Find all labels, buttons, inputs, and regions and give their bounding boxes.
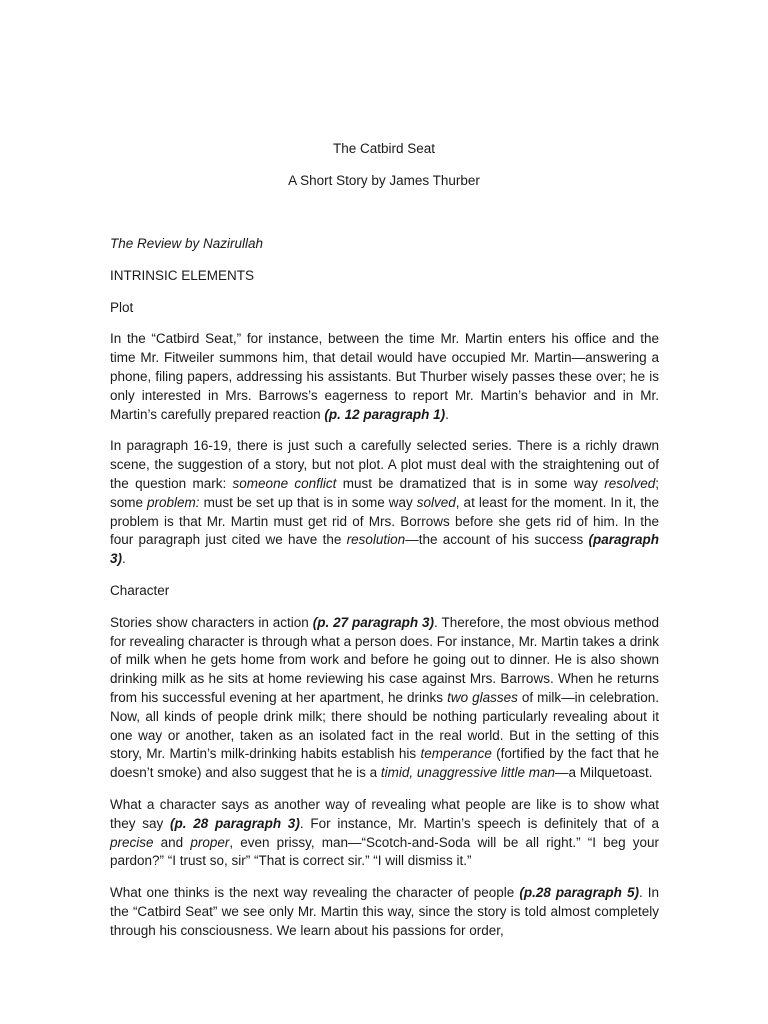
plot-heading: Plot <box>110 299 134 315</box>
document-body <box>110 235 659 941</box>
paragraph-text: , even prissy, man—“Scotch-and-Soda will be all right.” “I beg your pardon?” “I trust so, sir” “That is correct sir.” “I will dismiss it.” <box>110 834 659 869</box>
paragraph-text: What a character says as another way of revealing what people are like is to show what they say <box>110 796 659 831</box>
italic-text: precise <box>110 834 154 850</box>
paragraph-text: must be set up that is in some way <box>199 494 417 510</box>
italic-text: someone conflict <box>232 475 337 491</box>
paragraph-text: What one thinks is the next way revealing the character of people <box>110 885 520 901</box>
paragraph-text: —the account of his success <box>405 532 589 548</box>
page-reference: (p. 28 paragraph 3) <box>170 815 300 831</box>
paragraph-text: In the “Catbird Seat,” for instance, between the time Mr. Martin enters his office and the time Mr. Fitweiler summons him, that detail would have occupied Mr. Martin—answering a phone, filing papers, addressing his assistants. But Thurber wisely passes these over; he is only interested in Mrs. Barrows’s eagerness to report Mr. Martin’s behavior and in Mr. Martin’s carefully prepared reaction <box>110 331 659 422</box>
paragraph-text: must be dramatized that is in some way <box>336 475 605 491</box>
section-heading: INTRINSIC ELEMENTS <box>110 267 255 283</box>
body-paragraph <box>110 437 659 569</box>
page-reference: (paragraph 3) <box>110 532 659 567</box>
document-title: The Catbird Seat <box>332 141 436 156</box>
italic-text: two glasses <box>447 689 518 705</box>
document-subtitle: A Short Story by James Thurber <box>288 173 480 188</box>
paragraph-text: ; some <box>110 475 660 510</box>
paragraph-text: . <box>445 406 449 422</box>
italic-text: solved <box>416 494 456 510</box>
paragraph-text: of milk—in celebration. Now, all kinds of people drink milk; there should be nothing particularly revealing about it one way or another, taken as an isolated fact in the real world. But in the setting of this story, Mr. Martin’s milk-drinking habits establish his <box>110 689 659 762</box>
italic-text: proper <box>190 834 230 850</box>
italic-text: resolved <box>604 475 656 491</box>
page-reference: (p. 27 paragraph 3) <box>312 614 435 630</box>
paragraph-text: . In the “Catbird Seat” we see only Mr. Martin this way, since the story is told almost completely through his consciousness. We learn about his passions for order, <box>110 885 659 938</box>
page-reference: (p.28 paragraph 5) <box>519 885 639 901</box>
review-author-line: The Review by Nazirullah <box>110 236 264 251</box>
paragraph-text: (fortified by the fact that he doesn’t smoke) and also suggest that he is a <box>110 746 659 781</box>
italic-text: timid, unaggressive little man <box>380 765 555 781</box>
page-reference: (p. 12 paragraph 1) <box>324 406 446 422</box>
italic-text: problem: <box>147 494 200 510</box>
body-paragraph <box>110 796 659 871</box>
character-heading: Character <box>110 582 170 598</box>
paragraph-text: . Therefore, the most obvious method for revealing character is through what a person does. For instance, Mr. Martin takes a drink of milk when he gets home from work and before he going out to dinner. He is also shown drinking milk as he sits at home reviewing his case against Mrs. Barrows. When he returns from his successful evening at her apartment, he drinks <box>110 614 659 705</box>
paragraph-text: Stories show characters in action <box>110 614 313 630</box>
paragraph-text: . <box>122 551 126 567</box>
body-paragraph <box>110 614 659 783</box>
paragraph-text: . For instance, Mr. Martin’s speech is definitely that of a <box>299 815 659 831</box>
body-paragraph <box>110 330 659 424</box>
body-paragraph <box>110 884 659 940</box>
paragraph-text: and <box>153 834 191 850</box>
italic-text: temperance <box>420 746 492 762</box>
paragraph-text: , at least for the moment. In it, the problem is that Mr. Martin must get rid of Mrs. Borrows before she gets rid of him. In the four paragraph just cited we have the <box>110 494 659 548</box>
italic-text: resolution <box>346 532 406 548</box>
paragraph-text: —a Milquetoast. <box>555 765 653 781</box>
paragraph-text: In paragraph 16-19, there is just such a carefully selected series. There is a richly drawn scene, the suggestion of a story, but not plot. A plot must deal with the straightening out of the question mark: <box>110 438 659 491</box>
